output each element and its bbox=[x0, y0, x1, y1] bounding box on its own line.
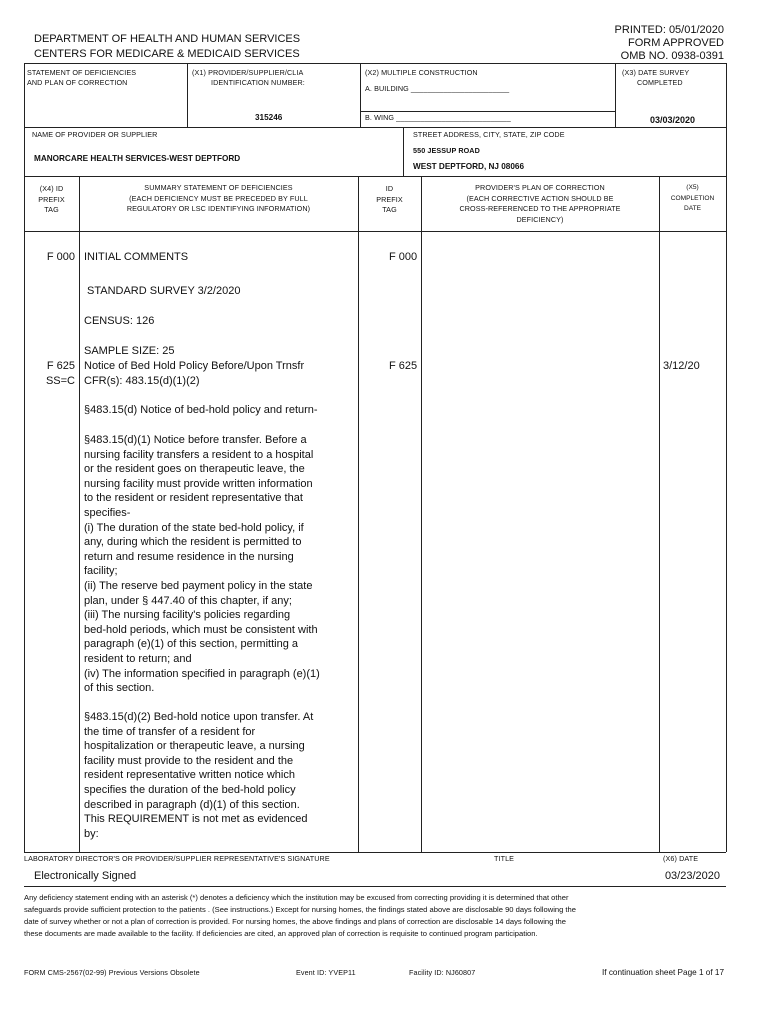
para-d1-line: of this section. bbox=[84, 682, 155, 695]
statement-label-2: AND PLAN OF CORRECTION bbox=[27, 78, 128, 87]
f625-tag: F 625 bbox=[46, 360, 75, 372]
col-divider-1 bbox=[79, 176, 80, 852]
summary-header: SUMMARY STATEMENT OF DEFICIENCIES (EACH DEFICIENCY MUST BE PRECEDED BY FULL REGULATORY OR LSC IDENTIFYING INFORMATION) bbox=[126, 183, 311, 213]
form-number: FORM CMS-2567(02-99) Previous Versions Obsolete bbox=[24, 968, 200, 977]
grid-right-edge bbox=[726, 63, 727, 852]
dept-line-2: CENTERS FOR MEDICARE & MEDICAID SERVICES bbox=[34, 48, 300, 60]
x1-label-2: IDENTIFICATION NUMBER: bbox=[211, 78, 305, 87]
disclaimer bbox=[24, 892, 576, 940]
para-d1-line: paragraph (e)(1) of this section, permitting a bbox=[84, 638, 298, 651]
plan-header: PROVIDER'S PLAN OF CORRECTION (EACH CORRECTIVE ACTION SHOULD BE CROSS-REFERENCED TO THE APPROPRIATE DEFICIENCY) bbox=[459, 183, 621, 224]
para-d: §483.15(d) Notice of bed-hold policy and return- bbox=[84, 404, 318, 416]
grid-divider-address bbox=[403, 127, 404, 176]
para-d1-line: nursing facility transfers a resident to a hospital bbox=[84, 448, 314, 461]
signature-date-label: (X6) DATE bbox=[663, 854, 699, 863]
grid-divider-x3 bbox=[615, 63, 616, 127]
para-d1-line: to the resident or resident representative that bbox=[84, 492, 303, 505]
para-d1-line: (iii) The nursing facility's policies regarding bbox=[84, 609, 291, 622]
standard-survey: STANDARD SURVEY 3/2/2020 bbox=[87, 285, 241, 297]
col-divider-4 bbox=[659, 176, 660, 852]
para-d2-line: This REQUIREMENT is not met as evidenced bbox=[84, 813, 308, 826]
page-number: If continuation sheet Page 1 of 17 bbox=[602, 968, 724, 977]
grid-divider-x2 bbox=[360, 63, 361, 127]
signature-date: 03/23/2020 bbox=[664, 870, 720, 882]
disclaimer-line: Any deficiency statement ending with an asterisk (*) denotes a deficiency which the institution may be excused from correcting providing it is determined that other bbox=[24, 893, 569, 902]
printed-date: PRINTED: 05/01/2020 bbox=[614, 24, 724, 36]
para-d1-line: (iv) The information specified in paragraph (e)(1) bbox=[84, 667, 320, 680]
disclaimer-line: these documents are made available to the facility. If deficiencies are cited, an approved plan of correction is requisite to continued program participation. bbox=[24, 929, 538, 938]
address-line-1: 550 JESSUP ROAD bbox=[413, 146, 480, 155]
facility-id: Facility ID: NJ60807 bbox=[409, 968, 476, 977]
grid-left-edge bbox=[24, 63, 25, 852]
para-d1-line: §483.15(d)(1) Notice before transfer. Before a bbox=[84, 434, 307, 446]
grid-top-line bbox=[24, 63, 726, 64]
sample-size: SAMPLE SIZE: 25 bbox=[84, 345, 175, 357]
omb-number: OMB NO. 0938-0391 bbox=[620, 50, 724, 62]
para-d1-line: or the resident goes on therapeutic leave, the bbox=[84, 463, 305, 476]
grid-divider-x1 bbox=[187, 63, 188, 127]
para-d2-line: described in paragraph (d)(1) of this section. bbox=[84, 798, 300, 811]
form-approved: FORM APPROVED bbox=[628, 37, 724, 49]
disclaimer-line: safeguards provide sufficient protection to the patients . (See instructions.) Except for nursing homes, the findings stated above are disclosable 90 days following the bbox=[24, 905, 576, 914]
para-d2-line: the time of transfer of a resident for bbox=[84, 725, 256, 738]
col-divider-3 bbox=[421, 176, 422, 852]
address-label: STREET ADDRESS, CITY, STATE, ZIP CODE bbox=[413, 130, 565, 139]
f000-title: INITIAL COMMENTS bbox=[84, 251, 189, 263]
para-d1-line: facility; bbox=[84, 565, 118, 578]
event-id: Event ID: YVEP11 bbox=[296, 968, 356, 977]
para-d1-line: specifies- bbox=[84, 506, 131, 519]
para-d2-line: resident representative written notice which bbox=[84, 769, 295, 782]
provider-name: MANORCARE HEALTH SERVICES-WEST DEPTFORD bbox=[34, 154, 241, 163]
para-d1-line: bed-hold periods, which must be consistent with bbox=[84, 623, 318, 636]
provider-name-label: NAME OF PROVIDER OR SUPPLIER bbox=[32, 130, 158, 139]
para-d2-line: specifies the duration of the bed-hold policy bbox=[84, 783, 296, 796]
x1-label-1: (X1) PROVIDER/SUPPLIER/CLIA bbox=[192, 68, 304, 77]
para-d1-line: return and resume residence in the nursing bbox=[84, 550, 294, 563]
para-d2-line: facility must provide to the resident and the bbox=[84, 754, 294, 767]
x3-label-1: (X3) DATE SURVEY bbox=[622, 68, 690, 77]
census: CENSUS: 126 bbox=[84, 315, 155, 327]
para-d2-line: by: bbox=[84, 827, 99, 840]
x4-header: (X4) ID PREFIX TAG bbox=[38, 184, 65, 214]
para-d1-line: nursing facility must provide written information bbox=[84, 477, 313, 490]
grid-line-header-bottom bbox=[24, 231, 726, 232]
title-label: TITLE bbox=[494, 854, 515, 863]
f625-title-2: CFR(s): 483.15(d)(1)(2) bbox=[84, 375, 200, 387]
x2-label: (X2) MULTIPLE CONSTRUCTION bbox=[365, 68, 478, 77]
wing-divider bbox=[360, 111, 615, 112]
grid-line-name bbox=[24, 127, 726, 128]
para-d1-line: (i) The duration of the state bed-hold policy, if bbox=[84, 521, 304, 534]
survey-completed-date: 03/03/2020 bbox=[650, 115, 696, 125]
x3-label-2: COMPLETED bbox=[637, 78, 683, 87]
building-label: A. BUILDING ________________________ bbox=[365, 84, 510, 93]
para-d2-line: hospitalization or therapeutic leave, a nursing bbox=[84, 740, 305, 753]
f000-tag: F 000 bbox=[46, 251, 75, 263]
signature-label: LABORATORY DIRECTOR'S OR PROVIDER/SUPPLIER REPRESENTATIVE'S SIGNATURE bbox=[24, 854, 330, 863]
address-line-2: WEST DEPTFORD, NJ 08066 bbox=[413, 162, 525, 171]
para-d1-line: (ii) The reserve bed payment policy in the state bbox=[84, 579, 313, 592]
signature-value: Electronically Signed bbox=[34, 870, 137, 882]
f625-id-tag: F 625 bbox=[389, 360, 418, 372]
para-d1-line: any, during which the resident is permitted to bbox=[84, 536, 302, 549]
statement-label-1: STATEMENT OF DEFICIENCIES bbox=[27, 68, 137, 77]
dept-line-1: DEPARTMENT OF HEALTH AND HUMAN SERVICES bbox=[34, 33, 301, 45]
f000-id-tag: F 000 bbox=[389, 251, 418, 263]
grid-line-provider-bottom bbox=[24, 176, 726, 177]
para-d1 bbox=[84, 433, 320, 696]
disclaimer-line: date of survey whether or not a plan of correction is provided. For nursing homes, the above findings and plans of correction are disclosable 14 days following the bbox=[24, 917, 566, 926]
id-header: ID PREFIX TAG bbox=[376, 184, 403, 214]
f625-title-1: Notice of Bed Hold Policy Before/Upon Trnsfr bbox=[84, 360, 305, 372]
col-divider-2 bbox=[358, 176, 359, 852]
signature-top-line bbox=[24, 852, 726, 853]
signature-bottom-line bbox=[24, 886, 726, 887]
provider-id-number: 315246 bbox=[255, 113, 283, 122]
para-d2-line: §483.15(d)(2) Bed-hold notice upon transfer. At bbox=[84, 711, 314, 723]
f625-severity: SS=C bbox=[45, 375, 75, 387]
para-d1-line: plan, under § 447.40 of this chapter, if any; bbox=[84, 594, 292, 607]
para-d1-line: resident to return; and bbox=[84, 652, 192, 665]
f625-completion-date: 3/12/20 bbox=[663, 360, 700, 372]
wing-label: B. WING ____________________________ bbox=[365, 113, 511, 122]
para-d2 bbox=[84, 710, 313, 841]
x5-header: (X5) COMPLETION DATE bbox=[670, 184, 715, 212]
